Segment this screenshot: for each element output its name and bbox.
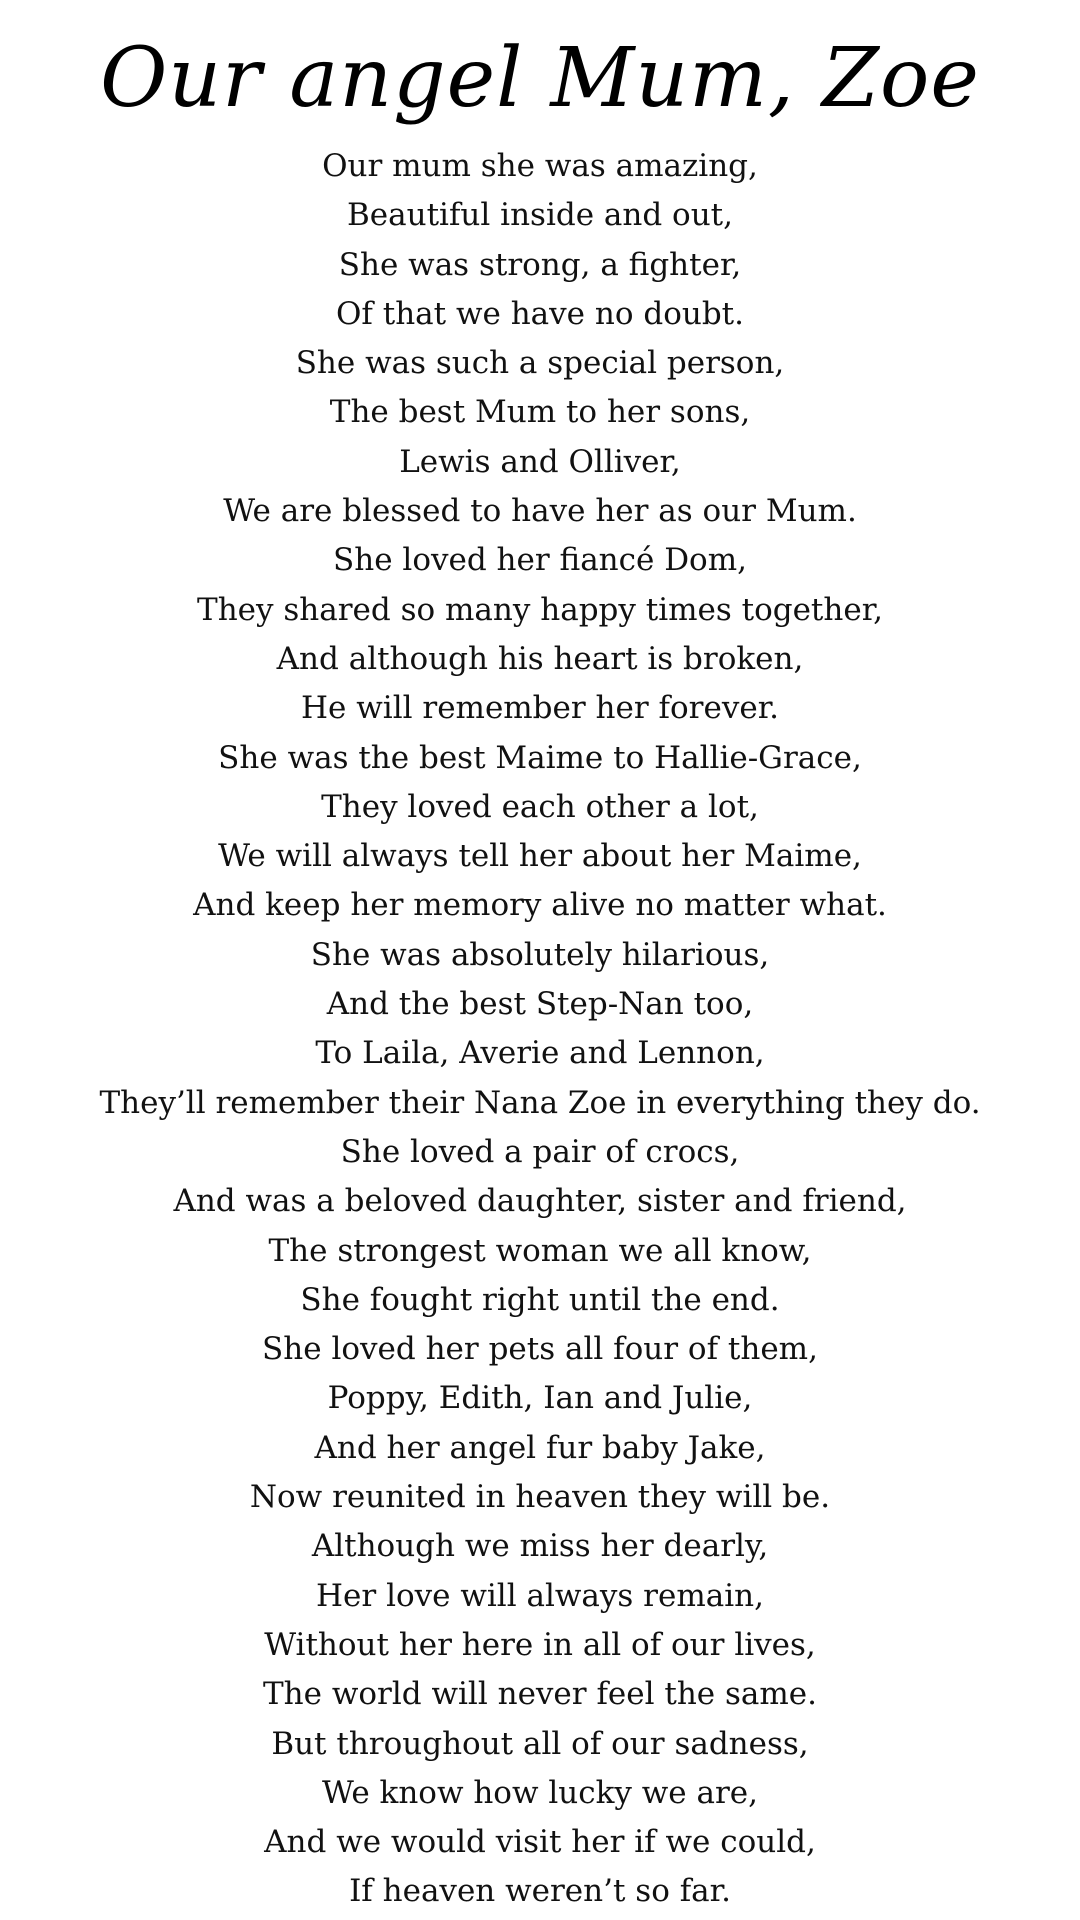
poem-line: Of that we have no doubt.	[336, 295, 744, 332]
poem-line: Beautiful inside and out,	[347, 197, 733, 234]
poem-line: And the best Step-Nan too,	[326, 986, 754, 1023]
poem-line: Now reunited in heaven they will be.	[249, 1479, 831, 1516]
poem-line: She was strong, a fighter,	[338, 246, 742, 283]
poem-line: And keep her memory alive no matter what.	[193, 887, 887, 924]
poem-line: She loved her pets all four of them,	[262, 1331, 818, 1368]
poem-line: And her angel fur baby Jake,	[314, 1429, 766, 1466]
poem-line: She loved a pair of crocs,	[340, 1133, 740, 1170]
poem-line: But throughout all of our sadness,	[271, 1725, 809, 1762]
poem-line: To Laila, Averie and Lennon,	[315, 1035, 765, 1072]
poem-line: Although we miss her dearly,	[311, 1528, 769, 1565]
poem-line: Without her here in all of our lives,	[264, 1626, 816, 1663]
poem-line: We will always tell her about her Maime,	[218, 838, 862, 875]
poem-line: And was a beloved daughter, sister and friend,	[173, 1183, 907, 1220]
poem-line: They’ll remember their Nana Zoe in everything they do.	[99, 1084, 981, 1121]
poem-line: She was the best Maime to Hallie-Grace,	[218, 739, 862, 776]
poem-line: They loved each other a lot,	[321, 788, 759, 825]
poem-line: Lewis and Olliver,	[399, 443, 681, 480]
poem-line: The strongest woman we all know,	[268, 1232, 812, 1269]
poem-line: She loved her fiancé Dom,	[333, 542, 747, 579]
poem-line: Our mum she was amazing,	[322, 148, 758, 184]
poem-title: Our angel Mum, Zoe	[100, 31, 980, 126]
poem-line: We know how lucky we are,	[322, 1774, 758, 1811]
poem-line: We are blessed to have her as our Mum.	[223, 493, 857, 530]
poem-line: She was such a special person,	[295, 345, 785, 382]
poem-line: She fought right until the end.	[300, 1281, 780, 1318]
poem-body	[0, 142, 1080, 1917]
poem-line: He will remember her forever.	[301, 690, 779, 727]
poem-line: If heaven weren’t so far.	[349, 1873, 731, 1910]
poem-line: Poppy, Edith, Ian and Julie,	[327, 1380, 753, 1417]
poem-line: The best Mum to her sons,	[329, 394, 751, 431]
poem-line: And although his heart is broken,	[276, 640, 804, 677]
poem-line: The world will never feel the same.	[263, 1676, 817, 1713]
poem-line: And we would visit her if we could,	[264, 1824, 816, 1861]
poem-line: She was absolutely hilarious,	[310, 936, 770, 973]
poem-line: Her love will always remain,	[316, 1577, 764, 1614]
poem-line: They shared so many happy times together,	[197, 591, 883, 628]
